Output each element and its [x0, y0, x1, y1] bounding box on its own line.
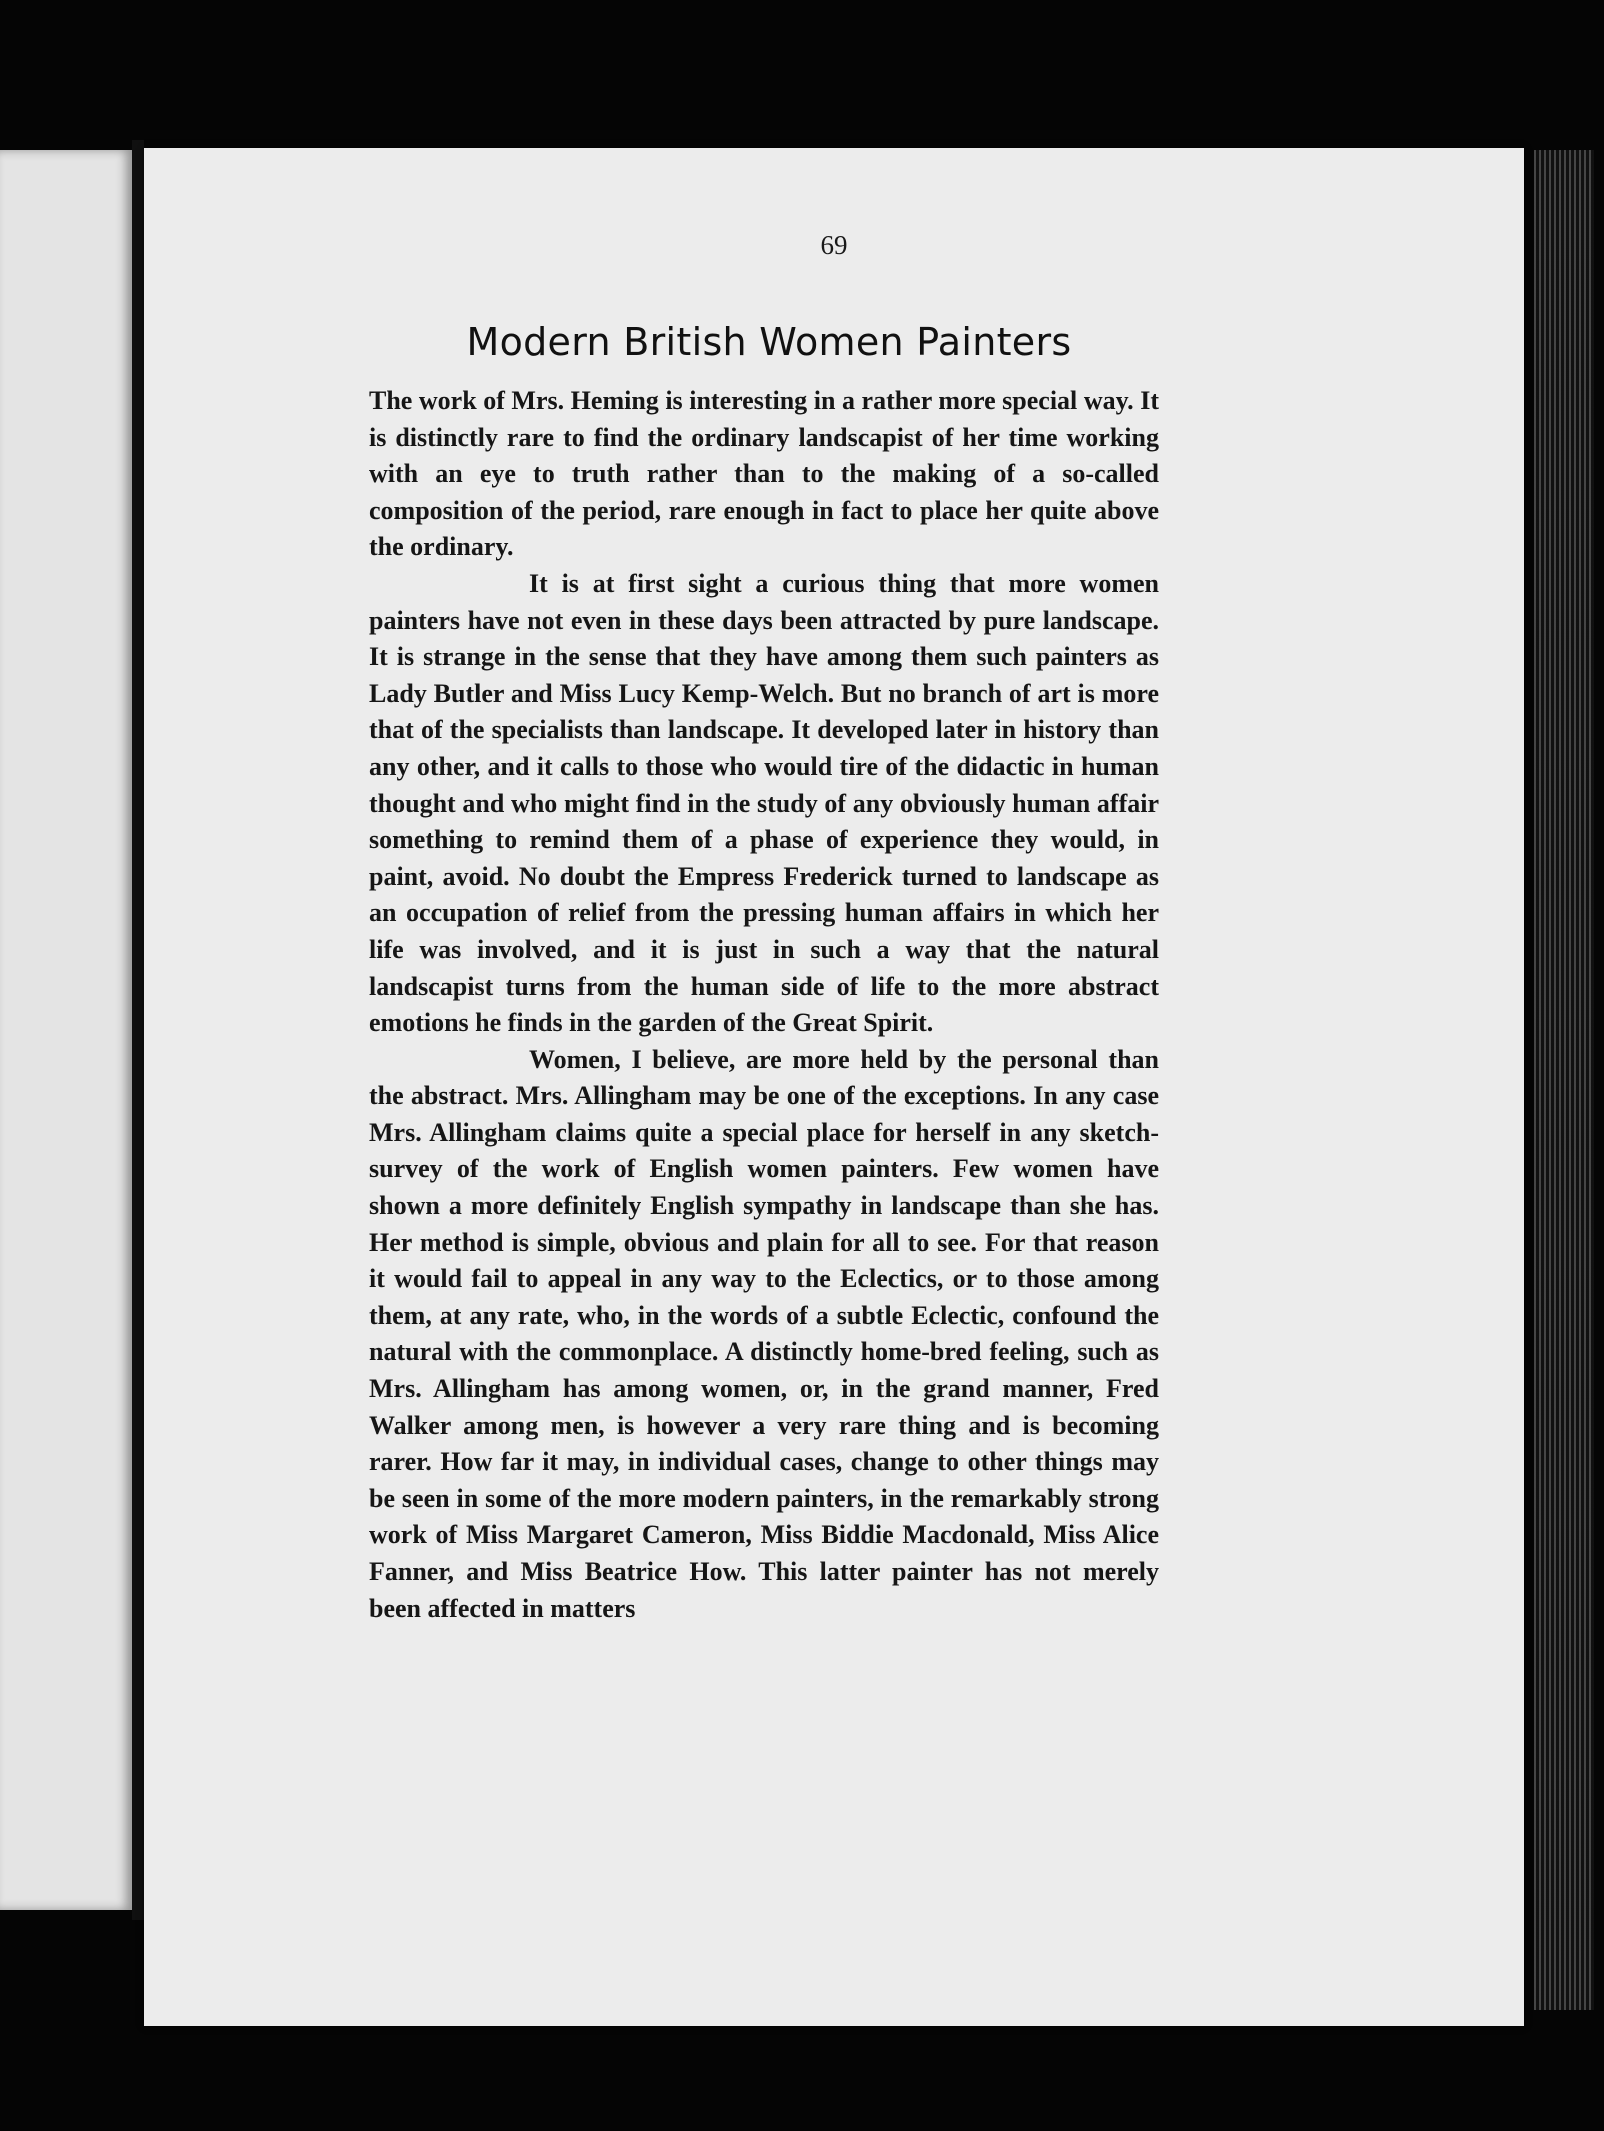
paragraph: Women, I believe, are more held by the personal than the abstract. Mrs. Allingham may be one of the exceptions. In any case Mrs. Allingham claims quite a special place for herself in any sketch-survey of the work of English women painters. Few women have shown a more definitely English sympathy in landscape than she has. Her method is simple, obvious and plain for all to see. For that reason it would fail to appeal in any way to the Eclectics, or to those among them, at any rate, who, in the words of a subtle Eclectic, confound the natural with the commonplace. A distinctly home-bred feeling, such as Mrs. Allingham has among women, or, in the grand manner, Fred Walker among men, is however a very rare thing and is becoming rarer. How far it may, in individual cases, change to other things may be seen in some of the more modern painters, in the remarkably strong work of Miss Margaret Cameron, Miss Biddie Macdonald, Miss Alice Fanner, and Miss Beatrice How. This latter painter has not merely been affected in matters — [369, 1044, 1159, 1623]
paragraph: It is at first sight a curious thing that more women painters have not even in these days been attracted by pure landscape. It is strange in the sense that they have among them such painters as Lady Butler and Miss Lucy Kemp-Welch. But no branch of art is more that of the specialists than landscape. It developed later in history than any other, and it calls to those who would tire of the didactic in human thought and who might find in the study of any obviously human affair something to remind them of a phase of experience they would, in paint, avoid. No doubt the Empress Frederick turned to landscape as an occupation of relief from the pressing human affairs in which her life was involved, and it is just in such a way that the natural landscapist turns from the human side of life to the more abstract emotions he finds in the garden of the Great Spirit. — [369, 568, 1159, 1038]
facing-page-edge — [0, 150, 132, 1910]
page-number: 69 — [820, 230, 848, 260]
paragraph: The work of Mrs. Heming is interesting in a rather more special way. It is distinctly rare to find the ordinary landscapist of her time working with an eye to truth rather than to the making of a so-called composition of the period, rare enough in fact to place her quite above the ordinary. — [369, 386, 1159, 562]
page-title: Modern British Women Painters — [466, 320, 1072, 364]
book-page — [144, 148, 1524, 2026]
page-edges — [1534, 150, 1594, 2010]
book-gutter — [132, 140, 144, 1920]
body-text — [369, 383, 1159, 1627]
